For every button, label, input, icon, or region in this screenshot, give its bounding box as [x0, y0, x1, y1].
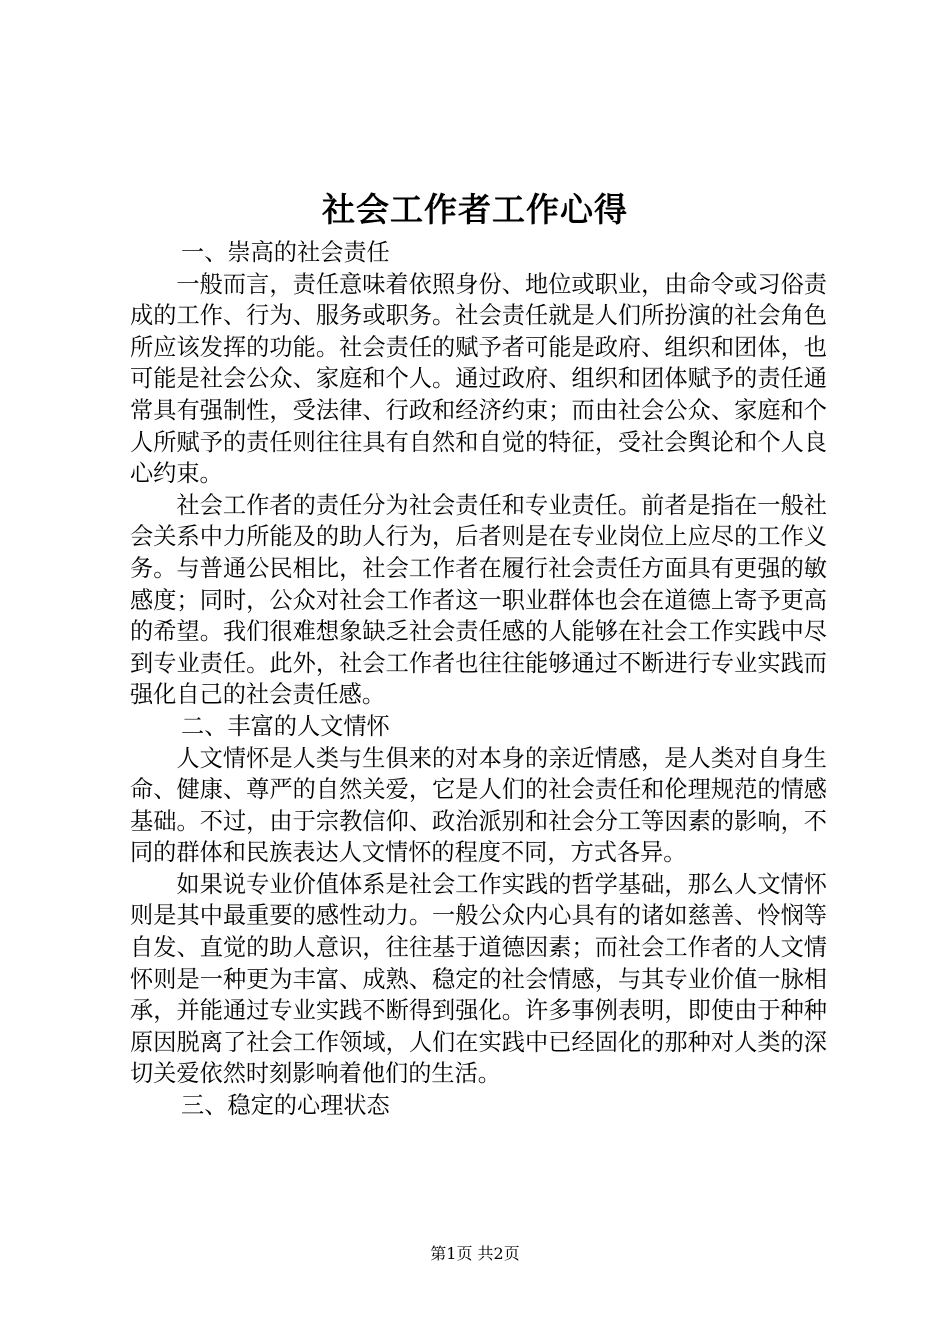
- section-heading: 三、稳定的心理状态: [181, 1092, 390, 1120]
- document-title: 社会工作者工作心得: [322, 190, 628, 229]
- section-heading: 二、丰富的人文情怀: [181, 712, 390, 740]
- body-paragraph: 如果说专业价值体系是社会工作实践的哲学基础，那么人文情怀则是其中最重要的感性动力。一般公众内心具有的诸如慈善、怜悯等自发、直觉的助人意识，往往基于道德因素；而社会工作者的人文情怀则是一种更为丰富、成熟、稳定的社会情感，与其专业价值一脉相承，并能通过专业实践不断得到强化。许多事例表明，即使由于种种原因脱离了社会工作领域，人们在实践中已经固化的那种对人类的深切关爱依然时刻影响着他们的生活。: [130, 870, 827, 1088]
- page-number-footer: 第1页 共2页: [430, 1244, 520, 1263]
- body-paragraph: 社会工作者的责任分为社会责任和专业责任。前者是指在一般社会关系中力所能及的助人行为，后者则是在专业岗位上应尽的工作义务。与普通公民相比，社会工作者在履行社会责任方面具有更强的敏感度；同时，公众对社会工作者这一职业群体也会在道德上寄予更高的希望。我们很难想象缺乏社会责任感的人能够在社会工作实践中尽到专业责任。此外，社会工作者也往往能够通过不断进行专业实践而强化自己的社会责任感。: [130, 491, 827, 709]
- body-paragraph: 一般而言，责任意味着依照身份、地位或职业，由命令或习俗责成的工作、行为、服务或职务。社会责任就是人们所扮演的社会角色所应该发挥的功能。社会责任的赋予者可能是政府、组织和团体，也可能是社会公众、家庭和个人。通过政府、组织和团体赋予的责任通常具有强制性，受法律、行政和经济约束；而由社会公众、家庭和个人所赋予的责任则往往具有自然和自觉的特征，受社会舆论和个人良心约束。: [130, 270, 827, 488]
- document-body: [130, 237, 827, 1122]
- body-paragraph: 人文情怀是人类与生俱来的对本身的亲近情感，是人类对自身生命、健康、尊严的自然关爱，它是人们的社会责任和伦理规范的情感基础。不过，由于宗教信仰、政治派别和社会分工等因素的影响，不同的群体和民族表达人文情怀的程度不同，方式各异。: [130, 744, 827, 867]
- section-heading: 一、崇高的社会责任: [181, 239, 390, 266]
